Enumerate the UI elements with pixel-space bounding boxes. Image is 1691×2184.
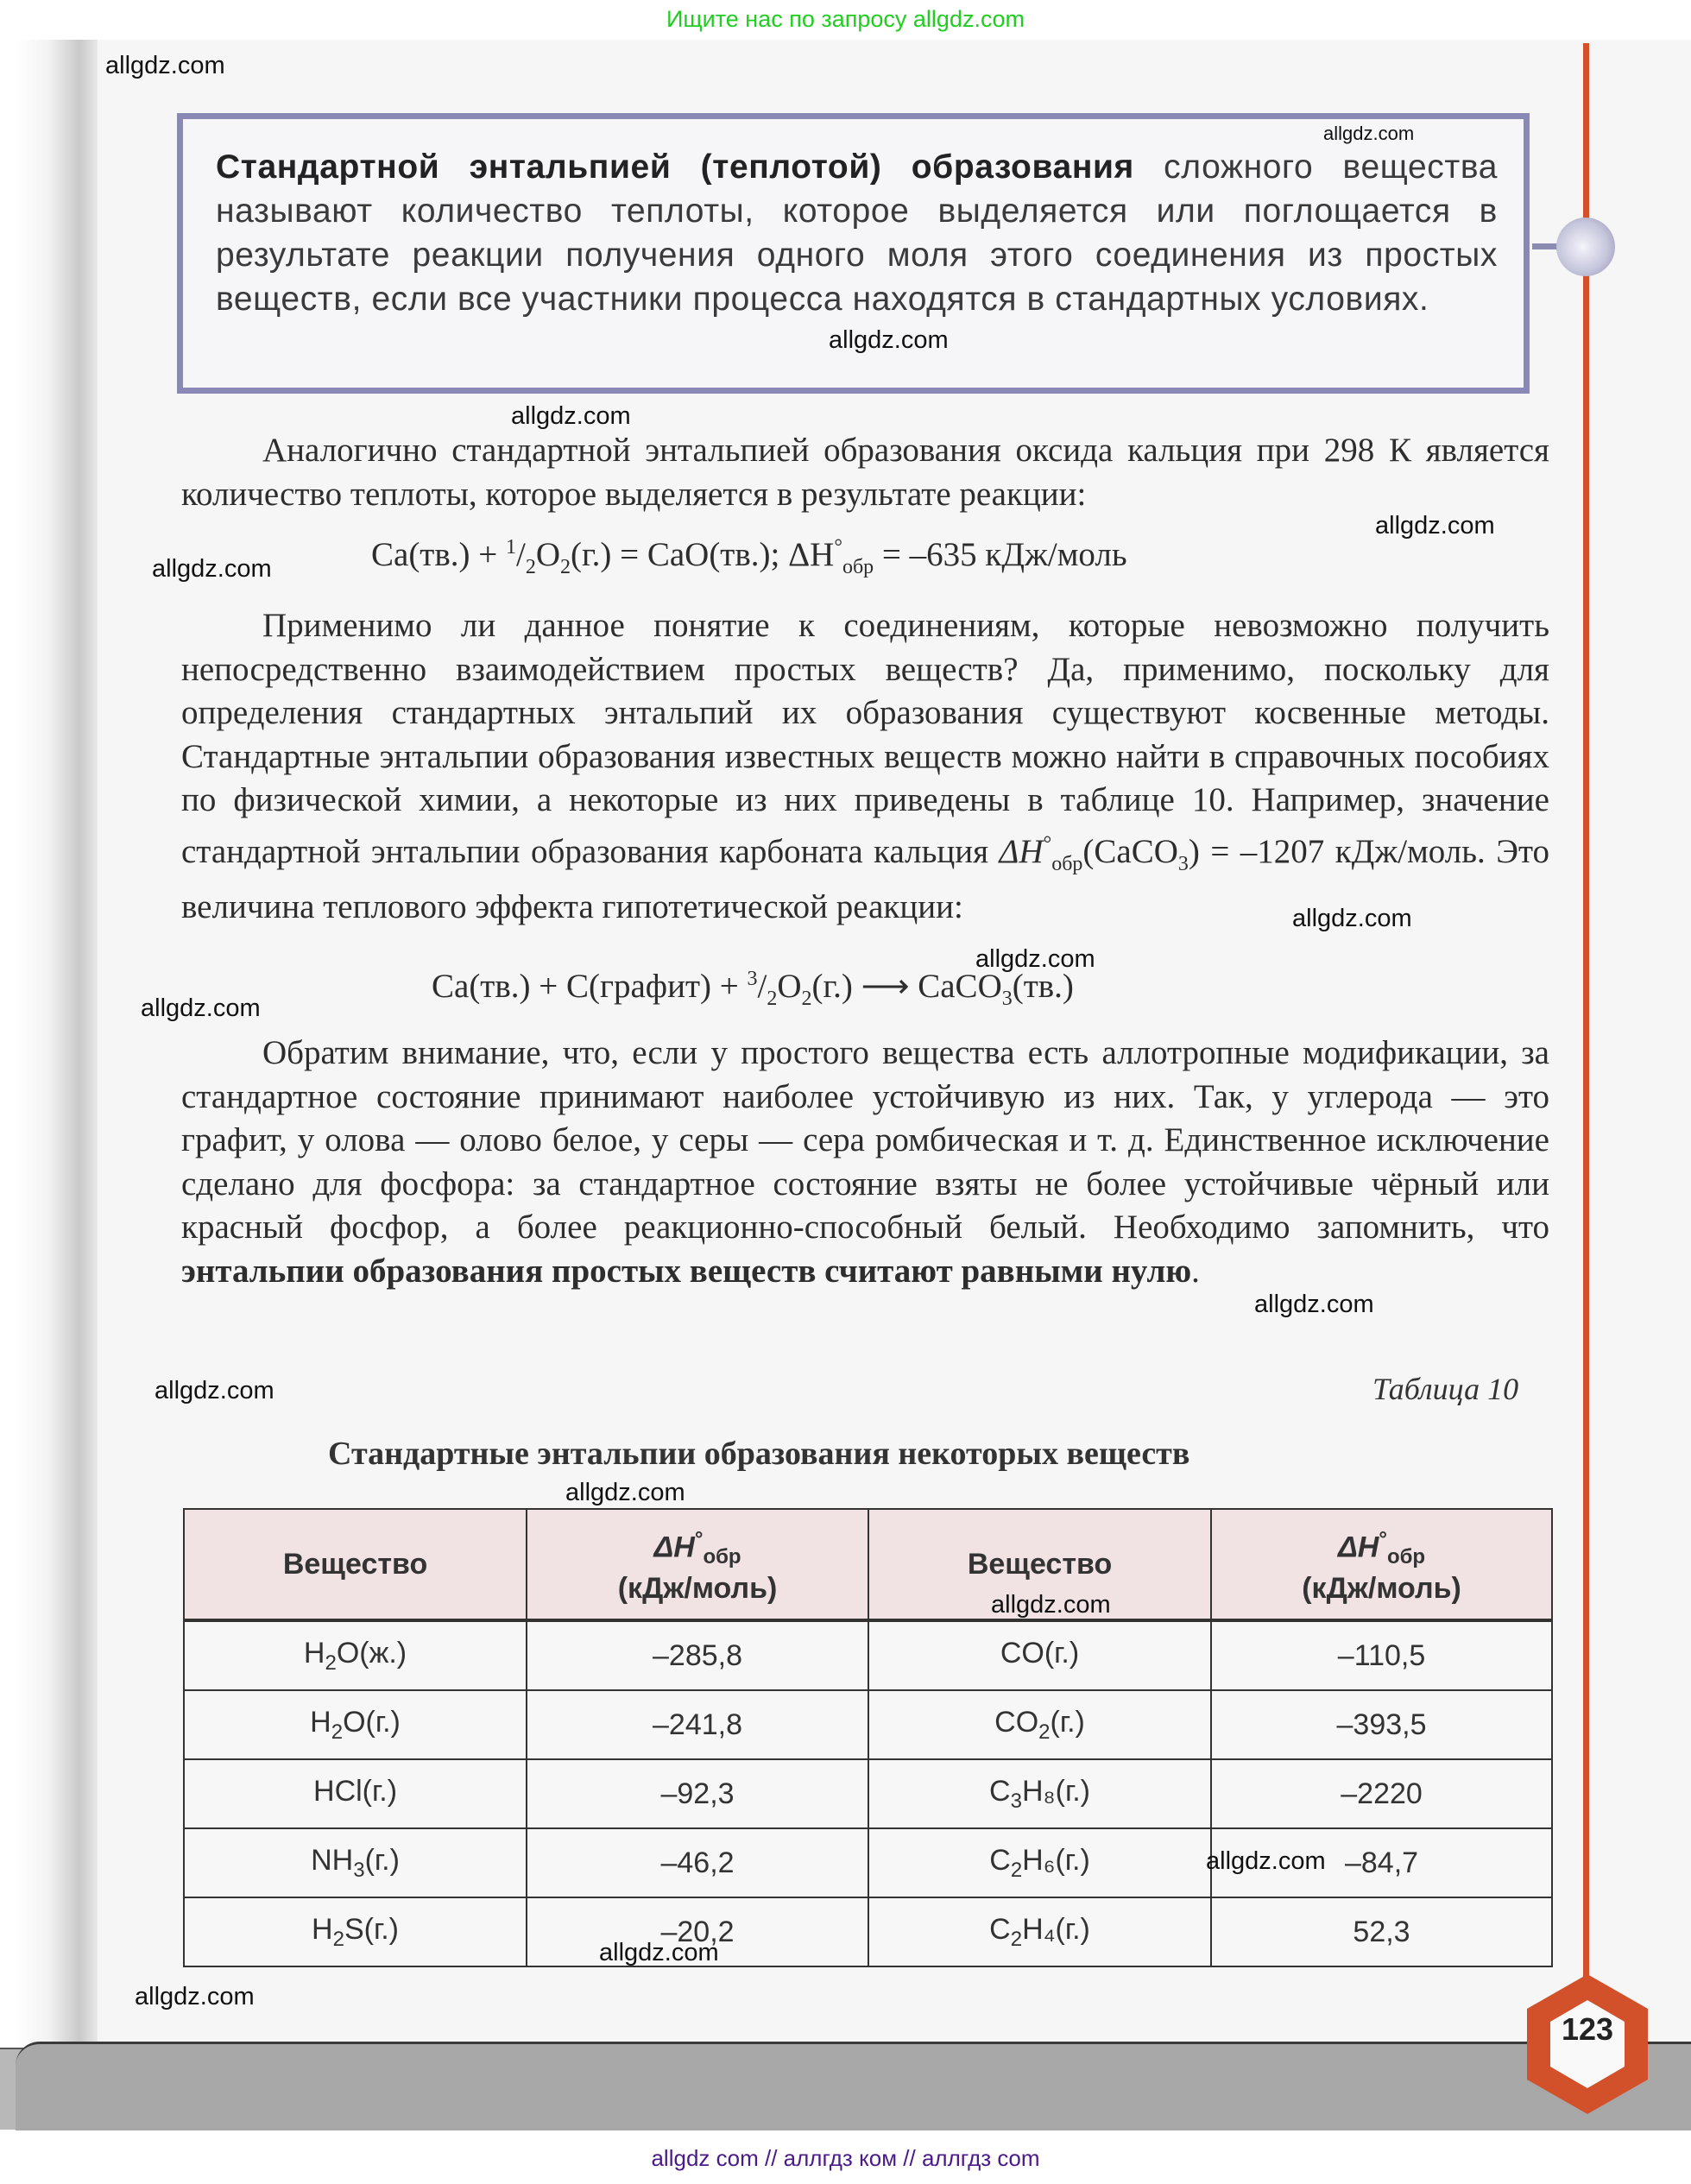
cell-substance: $NH_3(г.)$: [184, 1828, 527, 1897]
eq2-right: (тв.): [1012, 968, 1074, 1005]
watermark: allgdz.com: [1206, 1847, 1326, 1875]
cell-substance: $C_3H_8(г.)$: [868, 1759, 1211, 1828]
watermark: allgdz.com: [1292, 905, 1412, 932]
header-substance-2: Вещество: [868, 1509, 1211, 1620]
watermark: allgdz.com: [135, 1983, 255, 2010]
eq1-frac-num: 1: [506, 536, 516, 559]
para3-bold: энтальпии образования простых веществ считают равными нулю: [181, 1252, 1192, 1290]
footer-band: [16, 2042, 1691, 2130]
watermark: allgdz.com: [1375, 512, 1495, 540]
table-header-row: [184, 1509, 1552, 1620]
para3-text: Обратим внимание, что, если у простого вещества есть аллотропные модификации, за стандартное состояние принимают наиболее устойчивую из них. Так, у углерода — это графит, у олова — олово белое, у серы — сера ромбическая и т. д. Единственное исключение сделано для фосфора: за стандартное состояние взяты не более устойчивые чёрный или красный фосфор, а более реакционно-способный белый. Необходимо запомнить, что: [181, 1034, 1549, 1246]
definition-term: Стандартной энтальпией (теплотой) образования: [216, 148, 1134, 186]
cell-value: –46,2: [527, 1828, 868, 1897]
cell-value: –285,8: [527, 1620, 868, 1690]
watermark: allgdz.com: [141, 994, 261, 1022]
cell-substance: $C_2H_4(г.)$: [868, 1897, 1211, 1966]
cell-substance: $H_2S(г.)$: [184, 1897, 527, 1966]
page-badge-stem: [1583, 1942, 1589, 1977]
cell-value: 52,3: [1211, 1897, 1552, 1966]
eq1-right: = –635 кДж/моль: [874, 536, 1127, 573]
eq1-mid: (г.) = CaO(тв.); ΔH: [571, 536, 835, 573]
header-substance-1: Вещество: [184, 1509, 527, 1620]
enthalpy-table: [183, 1508, 1553, 1967]
watermark: allgdz.com: [155, 1377, 274, 1404]
para2-dh: ΔH: [999, 832, 1044, 870]
bottom-banner[interactable]: allgdz com // аллгдз ком // аллгдз com: [0, 2132, 1691, 2184]
eq1-sub: обр: [842, 555, 874, 578]
table-row: [184, 1828, 1552, 1897]
margin-line: [1583, 43, 1589, 1977]
eq2-frac-den: 2: [767, 987, 778, 1010]
cell-value: –393,5: [1211, 1690, 1552, 1759]
watermark: allgdz.com: [975, 945, 1095, 973]
header-dh-1: [527, 1509, 868, 1620]
watermark: allgdz.com: [599, 1939, 719, 1966]
cell-substance: $C_2H_6(г.)$: [868, 1828, 1211, 1897]
header-sub: обр: [703, 1545, 741, 1569]
cell-value: –20,2: [527, 1897, 868, 1966]
cell-value: –110,5: [1211, 1620, 1552, 1690]
para2-arg-sub: 3: [1177, 852, 1189, 875]
para2-end: Это величина теплового эффекта гипотетической реакции:: [181, 832, 1549, 925]
cell-substance: $CO_2(г.)$: [868, 1690, 1211, 1759]
eq2-sub3: 3: [1001, 987, 1013, 1010]
equation-cao: $Ca(тв.) + ^1/_2O_2(г.) = CaO(тв.)$; $\Delta H^\circ_{обр} = -635$ кДж/моль: [371, 536, 1127, 578]
cell-substance: $H_2O(г.)$: [184, 1690, 527, 1759]
page-number: 123: [1561, 2011, 1614, 2047]
header-dh-2: [1211, 1509, 1552, 1620]
watermark: allgdz.com: [991, 1591, 1111, 1619]
paragraph-2: [181, 604, 1549, 929]
eq2-frac-num: 3: [747, 968, 758, 990]
eq1-o-sub: 2: [560, 555, 571, 578]
table-row: [184, 1759, 1552, 1828]
watermark: allgdz.com: [1323, 123, 1415, 144]
cell-value: –84,7: [1211, 1828, 1552, 1897]
definition-text: [216, 145, 1498, 321]
table-row: [184, 1620, 1552, 1690]
knob-stem: [1532, 243, 1558, 249]
header-dh-symbol: ΔH: [1337, 1531, 1379, 1564]
eq1-left: Ca(тв.) +: [371, 536, 506, 573]
paragraph-1: Аналогично стандартной энтальпией образования оксида кальция при 298 К является количество теплоты, которое выделяется в результате реакции:: [181, 432, 1549, 513]
header-units: (кДж/моль): [1302, 1572, 1461, 1606]
cell-value: –241,8: [527, 1690, 868, 1759]
cell-value: –92,3: [527, 1759, 868, 1828]
sphere-bullet-icon: [1556, 218, 1615, 276]
watermark: allgdz.com: [511, 402, 631, 430]
header-deg: °: [694, 1527, 704, 1551]
cell-substance: HCl(г.): [184, 1759, 527, 1828]
page-spine-shadow: [16, 40, 98, 2129]
cell-substance: $H_2O(ж.)$: [184, 1620, 527, 1690]
watermark: allgdz.com: [1254, 1291, 1374, 1318]
table-title: Стандартные энтальпии образования некоторых веществ: [328, 1436, 1190, 1472]
table-row: [184, 1690, 1552, 1759]
eq2-o-sub: 2: [801, 987, 812, 1010]
header-dh-symbol: ΔH: [653, 1531, 695, 1564]
top-banner[interactable]: Ищите нас по запросу allgdz.com: [666, 6, 1025, 32]
para2-val: ) = –1207 кДж/моль.: [1188, 832, 1486, 870]
table-row: [184, 1897, 1552, 1966]
watermark: allgdz.com: [105, 52, 225, 79]
equation-caco3: Ca(тв.) + C(графит) + $^3/_2O_2(г.)$ ⟶ CaCO$_3$(тв.): [432, 968, 1074, 1010]
paragraph-3: [181, 1032, 1549, 1293]
watermark: allgdz.com: [152, 555, 272, 583]
cell-value: –2220: [1211, 1759, 1552, 1828]
eq2-left: Ca(тв.) + C(графит) +: [432, 968, 748, 1005]
para2-arg: (CaCO: [1082, 832, 1178, 870]
eq1-deg: °: [834, 536, 842, 559]
header-sub: обр: [1386, 1545, 1426, 1569]
eq1-o: O: [535, 536, 561, 573]
para3-end: .: [1191, 1252, 1200, 1290]
eq1-frac-den: 2: [525, 555, 536, 578]
table-label: Таблица 10: [1372, 1372, 1519, 1406]
watermark: allgdz.com: [565, 1479, 685, 1506]
definition-body: сложного вещества называют количество теплоты, которое выделяется или поглощается в результате реакции получения одного моля этого соединения из простых веществ, если все участники процесса находятся в стандартных условиях.: [216, 148, 1499, 318]
cell-substance: CO(г.): [868, 1620, 1211, 1690]
eq2-mid: (г.) ⟶ CaCO: [811, 968, 1002, 1005]
eq2-o: O: [777, 968, 802, 1005]
header-deg: °: [1379, 1527, 1387, 1551]
para2-sub: обр: [1051, 852, 1083, 875]
header-units: (кДж/моль): [617, 1572, 778, 1606]
para2-text: Применимо ли данное понятие к соединениям, которые невозможно получить непосредственно взаимодействием простых веществ? Да, применимо, поскольку для определения стандартных энтальпий их образования существуют косвенные методы. Стандартные энтальпии образования известных веществ можно найти в справочных пособиях по физической химии, а некоторые из них приведены в таблице 10. Например, значение стандартной энтальпии образования карбоната кальция: [181, 607, 1549, 870]
watermark: allgdz.com: [829, 326, 949, 354]
para2-deg: °: [1043, 832, 1052, 855]
